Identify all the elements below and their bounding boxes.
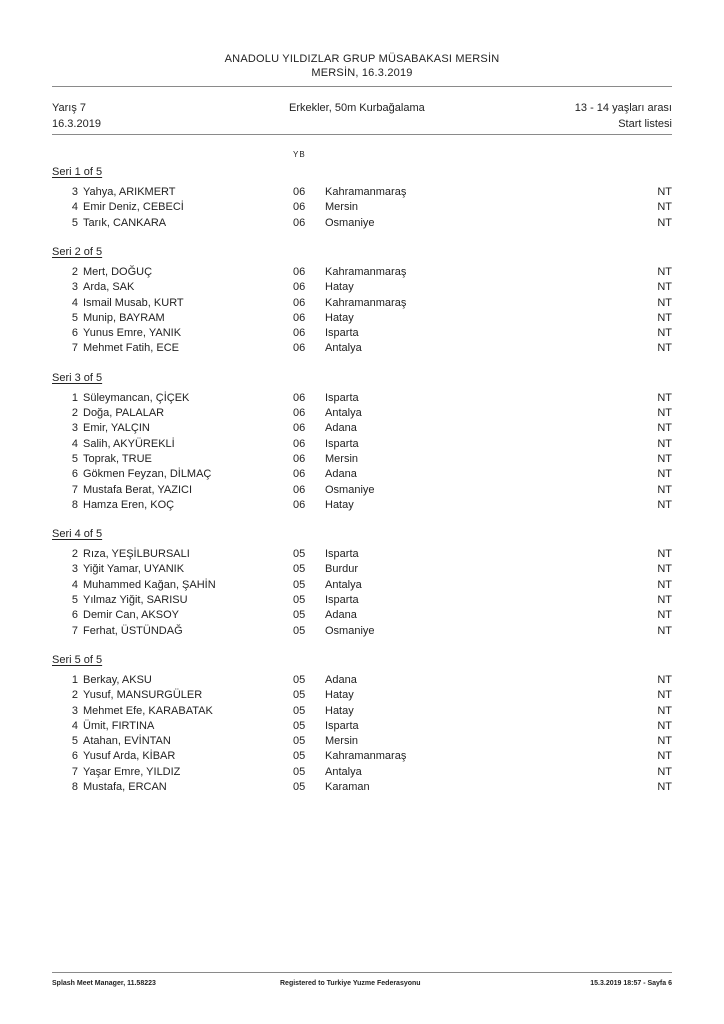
entry-time: NT	[657, 750, 672, 763]
club-name: Antalya	[325, 765, 362, 778]
lane-number: 7	[71, 765, 78, 778]
lane-number: 6	[71, 609, 78, 622]
entry-row	[0, 563, 724, 578]
swimmer-name: Yusuf, MANSURGÜLER	[83, 689, 203, 702]
club-name: Burdur	[325, 563, 359, 576]
lane-number: 3	[71, 704, 78, 717]
swimmer-name: Mustafa, ERCAN	[83, 781, 167, 793]
lane-number: 7	[71, 624, 78, 637]
club-name: Isparta	[325, 594, 359, 606]
lane-number: 2	[71, 689, 78, 702]
entry-row	[0, 327, 724, 342]
swimmer-name: Yunus Emre, YANIK	[83, 327, 182, 340]
entry-time: NT	[657, 327, 672, 340]
lane-number: 5	[71, 311, 78, 324]
entry-time: NT	[657, 578, 672, 591]
swimmer-name: Yahya, ARIKMERT	[83, 186, 176, 198]
swimmer-name: Arda, SAK	[83, 281, 135, 294]
club-name: Osmaniye	[325, 624, 375, 637]
entry-row	[0, 484, 724, 499]
swimmer-name: Atahan, EVİNTAN	[83, 735, 171, 748]
lane-number: 7	[71, 342, 78, 355]
birth-year: 06	[293, 391, 306, 404]
footer-registration: Registered to Turkiye Yuzme Federasyonu	[280, 980, 421, 987]
entry-time: NT	[657, 391, 672, 404]
swimmer-name: Demir Can, AKSOY	[83, 609, 179, 622]
entry-row	[0, 217, 724, 232]
birth-year: 05	[293, 563, 306, 576]
birth-year: 06	[293, 407, 306, 419]
entry-time: NT	[657, 594, 672, 606]
club-name: Isparta	[325, 548, 359, 561]
lane-number: 4	[71, 201, 78, 214]
header-divider	[52, 86, 672, 87]
entry-row	[0, 781, 724, 796]
club-name: Kahramanmaraş	[325, 186, 407, 198]
birth-year: 05	[293, 624, 306, 637]
entry-row	[0, 342, 724, 357]
footer-timestamp-page: 15.3.2019 18:57 - Sayfa 6	[590, 980, 672, 987]
club-name: Adana	[325, 422, 357, 435]
club-name: Osmaniye	[325, 483, 375, 496]
swimmer-name: Mehmet Fatih, ECE	[83, 342, 179, 355]
club-name: Isparta	[325, 437, 359, 450]
birth-year: 05	[293, 735, 306, 748]
event-title: Erkekler, 50m Kurbağalama	[289, 102, 425, 114]
entry-row	[0, 766, 724, 781]
swimmer-name: Mert, DOĞUÇ	[83, 265, 153, 278]
entry-row	[0, 720, 724, 735]
event-number: Yarış 7	[52, 102, 87, 114]
entry-row	[0, 453, 724, 468]
club-name: Mersin	[325, 735, 359, 748]
yb-column-header: YB	[293, 150, 306, 159]
birth-year: 06	[293, 437, 306, 450]
birth-year: 05	[293, 673, 306, 686]
lane-number: 6	[71, 468, 78, 481]
swimmer-name: Munip, BAYRAM	[83, 311, 165, 324]
club-name: Kahramanmaraş	[325, 750, 407, 763]
entry-row	[0, 609, 724, 624]
lane-number: 5	[71, 594, 78, 606]
club-name: Adana	[325, 468, 357, 481]
entry-time: NT	[657, 498, 672, 511]
entry-row	[0, 468, 724, 483]
entry-row	[0, 201, 724, 216]
lane-number: 3	[71, 186, 78, 198]
entry-time: NT	[657, 186, 672, 198]
lane-number: 3	[71, 281, 78, 294]
club-name: Isparta	[325, 391, 359, 404]
birth-year: 06	[293, 422, 306, 435]
entry-row	[0, 625, 724, 640]
entry-time: NT	[657, 781, 672, 793]
lane-number: 2	[71, 265, 78, 278]
entry-row	[0, 281, 724, 296]
entry-row	[0, 312, 724, 327]
swimmer-name: Berkay, AKSU	[83, 673, 152, 686]
club-name: Antalya	[325, 578, 362, 591]
heat-title: Seri 4 of 5	[52, 528, 103, 541]
entry-time: NT	[657, 609, 672, 622]
entry-time: NT	[657, 452, 672, 465]
entry-row	[0, 579, 724, 594]
birth-year: 06	[293, 201, 306, 214]
club-name: Hatay	[325, 498, 354, 511]
birth-year: 05	[293, 609, 306, 622]
swimmer-name: Yusuf Arda, KİBAR	[83, 750, 176, 763]
footer-software: Splash Meet Manager, 11.58223	[52, 980, 156, 987]
lane-number: 4	[71, 437, 78, 450]
lane-number: 3	[71, 563, 78, 576]
club-name: Hatay	[325, 689, 354, 702]
entry-time: NT	[657, 265, 672, 278]
entry-row	[0, 266, 724, 281]
footer-divider	[52, 972, 672, 973]
club-name: Osmaniye	[325, 216, 375, 229]
birth-year: 05	[293, 578, 306, 591]
entry-time: NT	[657, 765, 672, 778]
lane-number: 1	[71, 391, 78, 404]
birth-year: 05	[293, 689, 306, 702]
lane-number: 1	[71, 673, 78, 686]
entry-row	[0, 594, 724, 609]
entry-time: NT	[657, 689, 672, 702]
birth-year: 06	[293, 483, 306, 496]
swimmer-name: Tarık, CANKARA	[83, 216, 167, 229]
club-name: Kahramanmaraş	[325, 296, 407, 309]
swimmer-name: Gökmen Feyzan, DİLMAÇ	[83, 468, 212, 481]
birth-year: 06	[293, 296, 306, 309]
birth-year: 05	[293, 781, 306, 793]
birth-year: 05	[293, 704, 306, 717]
list-type: Start listesi	[618, 118, 672, 130]
birth-year: 05	[293, 548, 306, 561]
swimmer-name: Ferhat, ÜSTÜNDAĞ	[83, 624, 183, 637]
entry-time: NT	[657, 468, 672, 481]
event-date: 16.3.2019	[52, 118, 101, 130]
entry-row	[0, 422, 724, 437]
entry-row	[0, 674, 724, 689]
club-name: Mersin	[325, 452, 359, 465]
lane-number: 2	[71, 548, 78, 561]
swimmer-name: Muhammed Kağan, ŞAHİN	[83, 578, 216, 591]
lane-number: 2	[71, 407, 78, 419]
lane-number: 6	[71, 750, 78, 763]
club-name: Hatay	[325, 311, 354, 324]
swimmer-name: Doğa, PALALAR	[83, 407, 165, 419]
club-name: Adana	[325, 609, 357, 622]
entry-row	[0, 750, 724, 765]
lane-number: 5	[71, 735, 78, 748]
entry-time: NT	[657, 704, 672, 717]
swimmer-name: Ismail Musab, KURT	[83, 296, 184, 309]
entry-row	[0, 186, 724, 201]
lane-number: 4	[71, 719, 78, 732]
birth-year: 06	[293, 452, 306, 465]
event-divider	[52, 134, 672, 135]
entry-row	[0, 499, 724, 514]
meet-location-date: MERSİN, 16.3.2019	[311, 67, 413, 79]
club-name: Isparta	[325, 327, 359, 340]
entry-time: NT	[657, 296, 672, 309]
birth-year: 06	[293, 265, 306, 278]
swimmer-name: Mehmet Efe, KARABATAK	[83, 704, 213, 717]
meet-title: ANADOLU YILDIZLAR GRUP MÜSABAKASI MERSİN	[224, 53, 500, 65]
lane-number: 6	[71, 327, 78, 340]
birth-year: 05	[293, 594, 306, 606]
swimmer-name: Ümit, FIRTINA	[83, 719, 155, 732]
entry-time: NT	[657, 483, 672, 496]
entry-time: NT	[657, 735, 672, 748]
entry-time: NT	[657, 201, 672, 214]
club-name: Adana	[325, 673, 357, 686]
club-name: Antalya	[325, 407, 362, 419]
swimmer-name: Yılmaz Yiğit, SARISU	[83, 594, 188, 606]
entry-time: NT	[657, 548, 672, 561]
swimmer-name: Salih, AKYÜREKLİ	[83, 437, 175, 450]
club-name: Karaman	[325, 781, 370, 793]
birth-year: 05	[293, 765, 306, 778]
club-name: Kahramanmaraş	[325, 265, 407, 278]
entry-time: NT	[657, 311, 672, 324]
entry-row	[0, 438, 724, 453]
club-name: Hatay	[325, 281, 354, 294]
entry-time: NT	[657, 407, 672, 419]
birth-year: 06	[293, 327, 306, 340]
entry-time: NT	[657, 563, 672, 576]
entry-row	[0, 548, 724, 563]
entry-time: NT	[657, 281, 672, 294]
swimmer-name: Hamza Eren, KOÇ	[83, 498, 175, 511]
entry-row	[0, 297, 724, 312]
entry-time: NT	[657, 216, 672, 229]
birth-year: 06	[293, 468, 306, 481]
entry-row	[0, 689, 724, 704]
birth-year: 05	[293, 719, 306, 732]
club-name: Hatay	[325, 704, 354, 717]
birth-year: 05	[293, 750, 306, 763]
age-group: 13 - 14 yaşları arası	[574, 102, 672, 114]
birth-year: 06	[293, 216, 306, 229]
birth-year: 06	[293, 186, 306, 198]
lane-number: 4	[71, 296, 78, 309]
entry-time: NT	[657, 342, 672, 355]
lane-number: 5	[71, 452, 78, 465]
entry-row	[0, 705, 724, 720]
birth-year: 06	[293, 498, 306, 511]
entry-time: NT	[657, 624, 672, 637]
entry-time: NT	[657, 719, 672, 732]
birth-year: 06	[293, 281, 306, 294]
swimmer-name: Yiğit Yamar, UYANIK	[83, 563, 185, 576]
entry-row	[0, 735, 724, 750]
swimmer-name: Yaşar Emre, YILDIZ	[83, 765, 181, 778]
birth-year: 06	[293, 342, 306, 355]
swimmer-name: Süleymancan, ÇİÇEK	[83, 391, 190, 404]
club-name: Mersin	[325, 201, 359, 214]
swimmer-name: Rıza, YEŞİLBURSALI	[83, 548, 190, 561]
birth-year: 06	[293, 311, 306, 324]
lane-number: 3	[71, 422, 78, 435]
entry-time: NT	[657, 422, 672, 435]
swimmer-name: Emir Deniz, CEBECİ	[83, 201, 184, 214]
heat-title: Seri 1 of 5	[52, 166, 103, 178]
lane-number: 4	[71, 578, 78, 591]
lane-number: 8	[71, 498, 78, 511]
heat-title: Seri 2 of 5	[52, 245, 103, 258]
lane-number: 8	[71, 781, 78, 793]
entry-row	[0, 392, 724, 407]
swimmer-name: Emir, YALÇIN	[83, 422, 150, 435]
lane-number: 5	[71, 216, 78, 229]
club-name: Isparta	[325, 719, 359, 732]
lane-number: 7	[71, 483, 78, 496]
heat-title: Seri 5 of 5	[52, 653, 103, 666]
swimmer-name: Toprak, TRUE	[83, 452, 152, 465]
swimmer-name: Mustafa Berat, YAZICI	[83, 483, 193, 496]
club-name: Antalya	[325, 342, 362, 355]
entry-time: NT	[657, 437, 672, 450]
heat-title: Seri 3 of 5	[52, 371, 103, 384]
entry-row	[0, 407, 724, 422]
entry-time: NT	[657, 673, 672, 686]
